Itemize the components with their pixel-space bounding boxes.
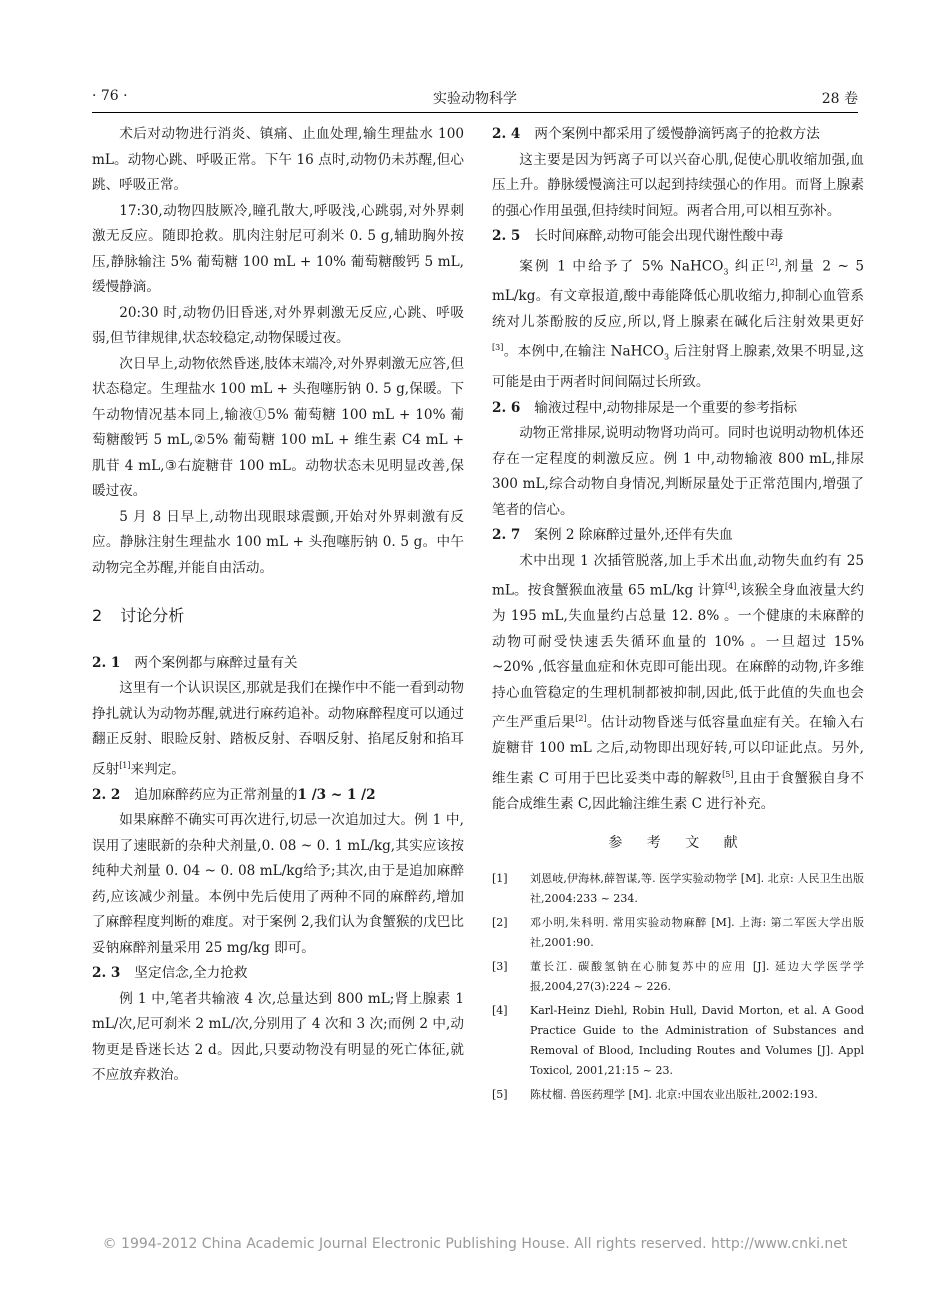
paragraph-text: 。估计动物昏迷与低容量血症有关。在输入右旋糖苷 100 mL 之后,动物即出现好转,可以印证此点。另外,维生素 C 可用于巴比妥类中毒的解救: [492, 714, 865, 787]
paragraph-text: 案例 1 中给予了 5% NaHCO: [519, 258, 724, 275]
citation: [2]: [575, 714, 587, 724]
paragraph-text: 纠正: [728, 258, 767, 275]
paragraph: 如果麻醉不确实可再次进行,切忌一次追加过大。例 1 中,误用了速眠新的杂种犬剂量,0. 08 ~ 0. 1 mL/kg,其实应该按纯种犬剂量 0. 04 ~ 0. 08 mL/kg给予;其次,由于是追加麻醉药,应该减少剂量。本例中先后使用了两种不同的麻醉药,增加了麻醉程度判断的难度。对于案例 2,我们认为食蟹猴的戊巴比妥钠麻醉剂量采用 25 mg/kg 即可。: [92, 812, 464, 956]
reference-text: 刘恩岐,伊海林,薛智谋,等. 医学实验动物学 [M]. 北京: 人民卫生出版社,2004:233 ~ 234.: [530, 871, 864, 905]
paragraph: 5 月 8 日早上,动物出现眼球震颤,开始对外界刺激有反应。静脉注射生理盐水 100 mL + 头孢噻肟钠 0. 5 g。中午动物完全苏醒,并能自由活动。: [92, 508, 464, 576]
paragraph: [92, 676, 464, 783]
right-column: [492, 122, 864, 1109]
subsection-title: 两个案例都与麻醉过量有关: [134, 654, 298, 671]
subscript: 3: [723, 266, 729, 276]
page-header: [92, 88, 858, 110]
section-heading: [92, 603, 464, 629]
citation: [2]: [766, 257, 778, 267]
citation: [4]: [725, 582, 737, 591]
subsection-title: 案例 2 除麻醉过量外,还伴有失血: [534, 527, 733, 543]
paragraph-text: 后注射肾上腺素,效果不明显,这可能是由于两者时间间隔过长所致。: [492, 343, 864, 390]
subsection-heading: [92, 961, 464, 987]
header-rule: [92, 112, 858, 113]
reference-text: Karl-Heinz Diehl, Robin Hull, David Morton, et al. A Good Practice Guide to the Administration of Substances and Removal of Blood, Including Routes and Volumes [J]. Appl Toxicol, 2001,21:15 ~ 23.: [530, 1003, 864, 1077]
section-number: 2: [92, 606, 103, 625]
subsection-number: 2. 6: [492, 399, 521, 416]
paragraph-text: ,该猴全身血液量大约为 195 mL,失血量约占总量 12. 8% 。一个健康的未麻醉的动物可耐受快速丢失循环血量的 10% 。一旦超过 15% ~20% ,低容量血症和休克即可能出现。在麻醉的动物,许多维持心血管稳定的生理机制都被抑制,因此,低于此值的失血也会产生严重后果: [492, 582, 864, 731]
reference-number: [2]: [492, 915, 508, 929]
paragraph-text: 来判定。: [130, 761, 185, 778]
subsection-title: 两个案例中都采用了缓慢静滴钙离子的抢救方法: [534, 126, 820, 142]
reference-number: [4]: [492, 1003, 508, 1017]
volume-label: 28 卷: [821, 91, 858, 107]
paragraph-text: 术中出现 1 次插管脱落,加上手术出血,动物失血约有 25 mL。按食蟹猴血液量 65 mL/kg 计算: [492, 552, 864, 599]
reference-number: [1]: [492, 871, 508, 885]
citation: [5]: [722, 769, 734, 779]
subsection-heading: [92, 651, 464, 677]
reference-list: [492, 869, 864, 1105]
paragraph: 20:30 时,动物仍旧昏迷,对外界刺激无反应,心跳、呼吸弱,但节律规律,状态较稳定,动物保暖过夜。: [92, 304, 464, 346]
subscript: 3: [664, 352, 670, 362]
subsection-heading: [492, 224, 864, 250]
reference-number: [5]: [492, 1087, 508, 1101]
reference-item: [492, 957, 864, 997]
references-heading: 参 考 文 献: [608, 835, 748, 852]
paragraph: 例 1 中,笔者共输液 4 次,总量达到 800 mL;肾上腺素 1 mL/次,尼可刹米 2 mL/次,分别用了 4 次和 3 次;而例 2 中,动物更是昏迷长达 2 d。因此,只要动物没有明显的死亡体征,就不应放弃救治。: [92, 990, 464, 1084]
page-number: · 76 ·: [92, 88, 128, 104]
copyright-footer: © 1994-2012 China Academic Journal Electronic Publishing House. All rights reserved. http://www.cnki.net: [102, 1236, 848, 1252]
reference-text: 董长江. 碳酸氢钠在心肺复苏中的应用 [J]. 延边大学医学学报,2004,27(3):224 ~ 226.: [530, 959, 864, 993]
subsection-number: 2. 3: [92, 965, 121, 982]
subsection-number: 2. 2: [92, 786, 121, 803]
subsection-number: 2. 1: [92, 654, 121, 671]
paragraph: [492, 549, 864, 818]
subsection-heading: [92, 783, 464, 809]
subsection-title: 追加麻醉药应为正常剂量的: [134, 786, 298, 803]
paragraph: 次日早上,动物依然昏迷,肢体末端冷,对外界刺激无应答,但状态稳定。生理盐水 100 mL + 头孢噻肟钠 0. 5 g,保暖。下午动物情况基本同上,输液①5% 葡萄糖 100 mL + 10% 葡萄糖酸钙 5 mL,②5% 葡萄糖 100 mL + 维生素 C4 mL + 肌苷 4 mL,③右旋糖苷 100 mL。动物状态未见明显改善,保暖过夜。: [92, 355, 464, 499]
paragraph: 17:30,动物四肢厥冷,瞳孔散大,呼吸浅,心跳弱,对外界刺激无反应。随即抢救。肌肉注射尼可刹米 0. 5 g,辅助胸外按压,静脉输注 5% 葡萄糖 100 mL + 10% 葡萄糖酸钙 5 mL,缓慢静滴。: [92, 202, 464, 295]
subsection-title: 输液过程中,动物排尿是一个重要的参考指标: [534, 399, 797, 416]
citation: [1]: [119, 760, 131, 770]
paragraph: 这主要是因为钙离子可以兴奋心肌,促使心肌收缩加强,血压上升。静脉缓慢滴注可以起到持续强心的作用。而肾上腺素的强心作用虽强,但持续时间短。两者合用,可以相互弥补。: [492, 151, 864, 219]
paragraph: [492, 250, 864, 396]
subsection-number: 2. 4: [492, 126, 521, 142]
citation: [3]: [492, 343, 504, 353]
paragraph-text: ,剂量 2 ~ 5 mL/kg。有文章报道,酸中毒能降低心肌收缩力,抑制心血管系统对儿茶酚胺的反应,所以,肾上腺素在碱化后注射效果更好: [492, 258, 864, 330]
reference-item: [492, 913, 864, 953]
subsection-heading: [492, 122, 864, 148]
section-title: 讨论分析: [120, 606, 185, 625]
subsection-title: 长时间麻醉,动物可能会出现代谢性酸中毒: [534, 228, 784, 244]
reference-text: 邓小明,朱科明. 常用实验动物麻醉 [M]. 上海: 第二军医大学出版社,2001:90.: [530, 915, 864, 949]
left-column: [92, 122, 464, 1089]
subsection-number: 2. 5: [492, 228, 521, 244]
paragraph-text: 。本例中,在输注 NaHCO: [503, 343, 665, 360]
subsection-title: 坚定信念,全力抢救: [134, 965, 248, 982]
paragraph: 术后对动物进行消炎、镇痛、止血处理,输生理盐水 100 mL。动物心跳、呼吸正常。下午 16 点时,动物仍未苏醒,但心跳、呼吸正常。: [92, 126, 464, 193]
subsection-heading: [492, 396, 864, 422]
paragraph-text: ,且由于食蟹猴自身不能合成维生素 C,因此输注维生素 C 进行补充。: [492, 770, 864, 812]
subsection-number: 2. 7: [492, 527, 521, 543]
reference-item: [492, 1085, 864, 1105]
reference-item: [492, 1001, 864, 1081]
reference-item: [492, 869, 864, 909]
subsection-heading: [492, 523, 864, 549]
paragraph: 动物正常排尿,说明动物肾功尚可。同时也说明动物机体还存在一定程度的刺激反应。例 1 中,动物输液 800 mL,排尿 300 mL,综合动物自身情况,判断尿量处于正常范围内,增强了笔者的信心。: [492, 425, 864, 518]
reference-text: 陈杖榴. 兽医药理学 [M]. 北京:中国农业出版社,2002:193.: [530, 1087, 818, 1101]
reference-number: [3]: [492, 959, 508, 973]
journal-title: 实验动物科学: [433, 91, 517, 107]
paragraph-text: 这里有一个认识误区,那就是我们在操作中不能一看到动物挣扎就认为动物苏醒,就进行麻药追补。动物麻醉程度可以通过翻正反射、眼睑反射、踏板反射、吞咽反射、掐尾反射和掐耳反射: [92, 680, 464, 778]
subsection-title-bold: 1 /3 ~ 1 /2: [297, 786, 376, 803]
